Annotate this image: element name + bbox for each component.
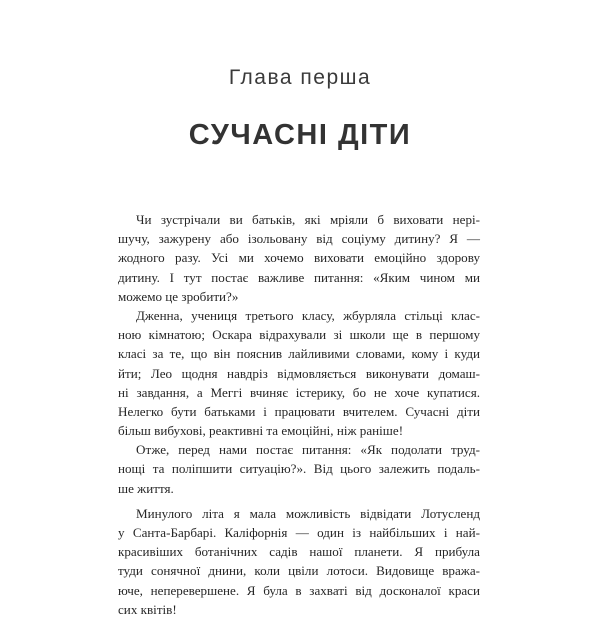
text-line: можемо це зробити?» xyxy=(118,288,239,304)
chapter-label: Глава перша xyxy=(228,66,372,89)
paragraph xyxy=(118,210,480,306)
text-line: туди сонячної днини, коли цвіли лотоси. Видовище вража- xyxy=(118,563,480,579)
text-line: дитину. І тут постає важливе питання: «Яким чином ми xyxy=(118,269,480,285)
text-line: красивіших ботанічних садів нашої планети. Я прибула xyxy=(118,544,480,560)
text-line: Чи зустрічали ви батьків, які мріяли б виховати нері- xyxy=(136,212,480,227)
text-line: Дженна, учениця третього класу, жбурляла стільці клас- xyxy=(136,307,480,323)
text-line: класі за те, що він пояснив лайливими словами, кому і куди xyxy=(118,346,480,362)
text-line: Минулого літа я мала можливість відвідати Лотусленд xyxy=(136,505,480,521)
text-line: юче, неперевершене. Я була в захваті від досконалої краси xyxy=(118,582,480,598)
paragraph xyxy=(118,306,480,440)
text-line: Нелегко бути батьками і працювати вчителем. Сучасні діти xyxy=(118,403,480,419)
text-line: жодного разу. Усі ми хочемо виховати емоційно здорову xyxy=(118,250,480,266)
text-line: більш вибухові, реактивні та емоційні, ніж раніше! xyxy=(118,423,404,439)
text-line: нощі та поліпшити ситуацію?». Від цього залежить подаль- xyxy=(118,461,480,477)
text-line: ною кімнатою; Оскара відрахували зі школи ще в першому xyxy=(118,327,480,343)
text-line: у Санта-Барбарі. Каліфорнія — один із найбільших і най- xyxy=(118,525,480,540)
paragraph xyxy=(118,504,480,619)
text-line: шучу, зажурену або ізольовану від соціуму дитину? Я — xyxy=(118,231,480,247)
body-text xyxy=(118,210,480,619)
text-line: йти; Лео щодня навдріз відмовляється виконувати домаш- xyxy=(118,365,480,381)
text-line: Отже, перед нами постає питання: «Як подолати труд- xyxy=(136,442,480,458)
text-line: ні завдання, а Меггі вчиняє істерику, бо не хоче купатися. xyxy=(118,384,480,400)
paragraph xyxy=(118,440,480,498)
text-line: сих квітів! xyxy=(118,601,177,617)
chapter-title: СУЧАСНІ ДІТИ xyxy=(188,119,412,151)
text-line: ше життя. xyxy=(118,480,174,496)
